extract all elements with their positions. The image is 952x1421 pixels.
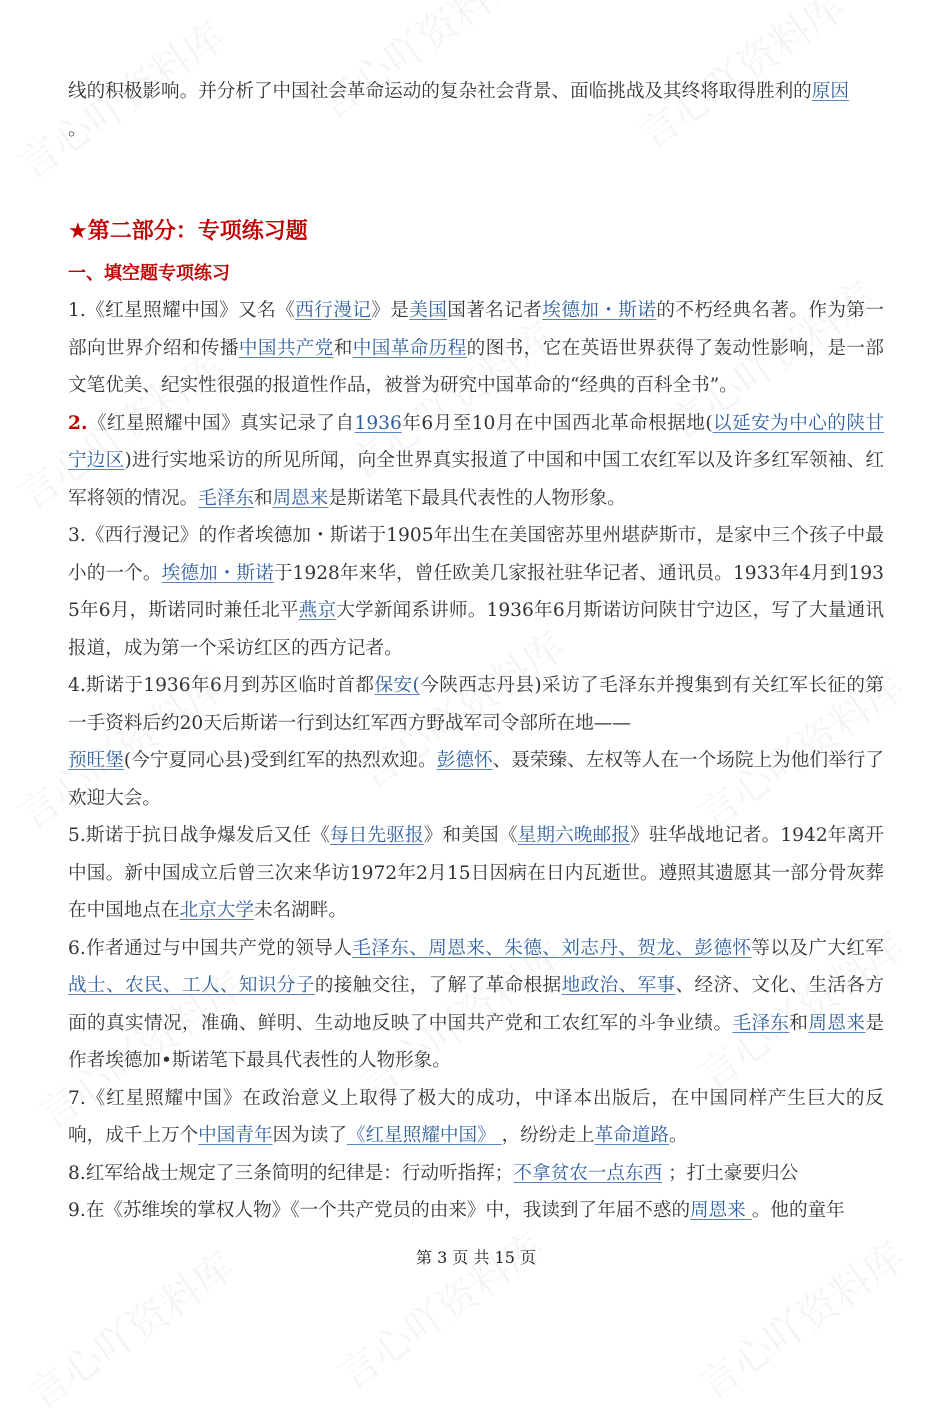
text-segment: 。 xyxy=(68,118,87,140)
answer-link[interactable]: 以延安为中心的陕甘宁边区 xyxy=(68,412,884,471)
answer-link[interactable]: 毛泽东 xyxy=(732,1012,790,1034)
question-item xyxy=(68,405,884,518)
text-segment: 和 xyxy=(789,1012,809,1034)
text-segment: 、聂荣臻、左权等人在一个场院上为他们举行了欢迎大会。 xyxy=(68,750,884,809)
text-segment: ；打土豪要归公 xyxy=(662,1162,799,1184)
answer-link[interactable]: 埃德加・斯诺 xyxy=(542,300,657,321)
question-item xyxy=(68,517,884,667)
answer-link[interactable]: 周恩来 xyxy=(272,487,329,509)
answer-link[interactable]: 每日先驱报 xyxy=(329,825,424,846)
text-segment: 的不朽经典名著。作为第一部向世界介绍和传播 xyxy=(68,300,884,359)
question-item xyxy=(68,292,884,405)
question-list xyxy=(68,292,884,1230)
text-segment: 、经济、文化、生活各方面的真实情况，准确、鲜明、生动地反映了中国共产党和工农红军的斗争业绩。 xyxy=(68,975,884,1034)
text-segment: 的接触交往，了解了革命根据 xyxy=(314,975,562,996)
text-segment: 》驻华战地记者。1942年离开中国。新中国成立后曾三次来华访1972年2月15日因病在日内瓦逝世。遵照其遗愿其一部分骨灰葬在中国地点在 xyxy=(68,825,884,921)
text-segment: )进行实地采访的所见所闻，向全世界真实报道了中国和中国工农红军以及许多红军领袖、红军将领的情况。 xyxy=(68,450,884,509)
answer-link[interactable]: 毛泽东 xyxy=(198,487,254,509)
document-body xyxy=(68,73,884,1230)
answer-link[interactable]: 预旺堡 xyxy=(68,750,124,771)
question-item xyxy=(68,667,884,817)
text-segment: 的图书，它在英语世界获得了轰动性影响，是一部文笔优美、纪实性很强的报道性作品，被誉为研究中国革命的“经典的百科全书”。 xyxy=(68,337,884,396)
section-title: ★第二部分：专项练习题 xyxy=(68,219,308,244)
question-item xyxy=(68,930,884,1080)
text-segment: 于1928年来华，曾任欧美几家报社驻华记者、通讯员。1933年4月到1935年6月，斯诺同时兼任北平 xyxy=(68,562,884,621)
answer-link[interactable]: 不拿贫农一点东西 xyxy=(513,1162,663,1184)
text-segment: 》和美国《 xyxy=(423,825,518,846)
question-item xyxy=(68,1155,884,1193)
text-segment: 大学新闻系讲师。1936年6月斯诺访问陕甘宁边区，写了大量通讯报道，成为第一个采访红区的西方记者。 xyxy=(68,600,884,659)
answer-link[interactable]: 战士、农民、工人、知识分子 xyxy=(68,975,315,996)
question-item xyxy=(68,1080,884,1155)
answer-link[interactable]: 中国共产党 xyxy=(238,337,334,359)
text-segment: 未名湖畔。 xyxy=(253,900,347,921)
answer-link[interactable]: 原因 xyxy=(811,81,849,102)
text-segment: 和 xyxy=(253,487,273,509)
intro-paragraph xyxy=(68,73,884,148)
text-segment: 3.《西行漫记》的作者埃德加・斯诺于1905年出生在美国密苏里州堪萨斯市，是家中三个孩子中最小的一个。 xyxy=(68,525,884,584)
answer-link[interactable]: 《红星照耀中国》 xyxy=(346,1125,502,1146)
text-segment: 年6月至10月在中国西北革命根据地( xyxy=(401,412,713,434)
text-segment: 等以及广大红军 xyxy=(751,937,884,959)
answer-link[interactable]: 中国青年 xyxy=(198,1125,273,1146)
text-segment: 是斯诺笔下最具代表性的人物形象。 xyxy=(328,487,626,509)
answer-link[interactable]: 北京大学 xyxy=(179,900,254,921)
text-segment: 《红星照耀中国》真实记录了自 xyxy=(87,412,355,434)
answer-link[interactable]: 保安( xyxy=(374,675,420,696)
text-segment: 。 xyxy=(669,1125,688,1146)
text-segment: 线的积极影响。并分析了中国社会革命运动的复杂社会背景、面临挑战及其终将取得胜利的 xyxy=(68,81,812,102)
answer-link[interactable]: 1936 xyxy=(354,412,402,434)
answer-link[interactable]: 彭德怀 xyxy=(436,750,493,771)
answer-link[interactable]: 星期六晚邮报 xyxy=(517,825,631,846)
text-segment: 5.斯诺于抗日战争爆发后又任《 xyxy=(68,825,330,846)
answer-link[interactable]: 周恩来 xyxy=(690,1200,752,1221)
page-footer: 第 3 页 共 15 页 xyxy=(416,1248,536,1267)
text-segment: (今宁夏同心县)受到红军的热烈欢迎。 xyxy=(123,750,437,771)
answer-link[interactable]: 埃德加・斯诺 xyxy=(161,562,274,584)
text-segment: 4.斯诺于1936年6月到苏区临时首都 xyxy=(68,675,375,696)
answer-link[interactable]: 革命道路 xyxy=(594,1125,669,1146)
text-segment: 》是 xyxy=(371,300,410,321)
answer-link[interactable]: 美国 xyxy=(409,300,448,321)
subsection-title: 一、填空题专项练习 xyxy=(68,263,230,284)
text-segment: 国著名记者 xyxy=(447,300,543,321)
text-segment: 是作者埃德加•斯诺笔下最具代表性的人物形象。 xyxy=(68,1012,884,1071)
text-segment: 8.红军给战士规定了三条简明的纪律是：行动听指挥； xyxy=(68,1162,514,1184)
text-segment: 1.《红星照耀中国》又名《 xyxy=(68,300,296,321)
text-segment: ，纷纷走上 xyxy=(501,1125,595,1146)
answer-link[interactable]: 毛泽东、周恩来、朱德、刘志丹、贺龙、彭德怀 xyxy=(352,937,752,959)
answer-link[interactable]: 周恩来 xyxy=(808,1012,866,1034)
text-segment: 6.作者通过与中国共产党的领导人 xyxy=(68,937,353,959)
answer-link[interactable]: 燕京 xyxy=(298,600,337,621)
answer-link[interactable]: 中国革命历程 xyxy=(352,337,467,359)
text-segment: 。他的童年 xyxy=(751,1200,845,1221)
item-number: 2. xyxy=(68,412,88,434)
text-segment: 9.在《苏维埃的掌权人物》《一个共产党员的由来》中，我读到了年届不惑的 xyxy=(68,1200,691,1221)
watermark-text xyxy=(325,1216,554,1400)
text-segment: 因为读了 xyxy=(272,1125,347,1146)
answer-link[interactable]: 地政治、军事 xyxy=(561,975,676,996)
text-segment: 7.《红星照耀中国》在政治意义上取得了极大的成功，中译本出版后，在中国同样产生巨大的反响，成千上万个 xyxy=(68,1087,884,1146)
text-segment: 和 xyxy=(333,337,353,359)
question-item xyxy=(68,817,884,930)
text-segment: 今陕西志丹县)采访了毛泽东并搜集到有关红军长征的第一手资料后约20天后斯诺一行到达红军西方野战军司令部所在地—— xyxy=(68,675,884,734)
question-item xyxy=(68,1192,884,1230)
answer-link[interactable]: 西行漫记 xyxy=(295,300,372,321)
